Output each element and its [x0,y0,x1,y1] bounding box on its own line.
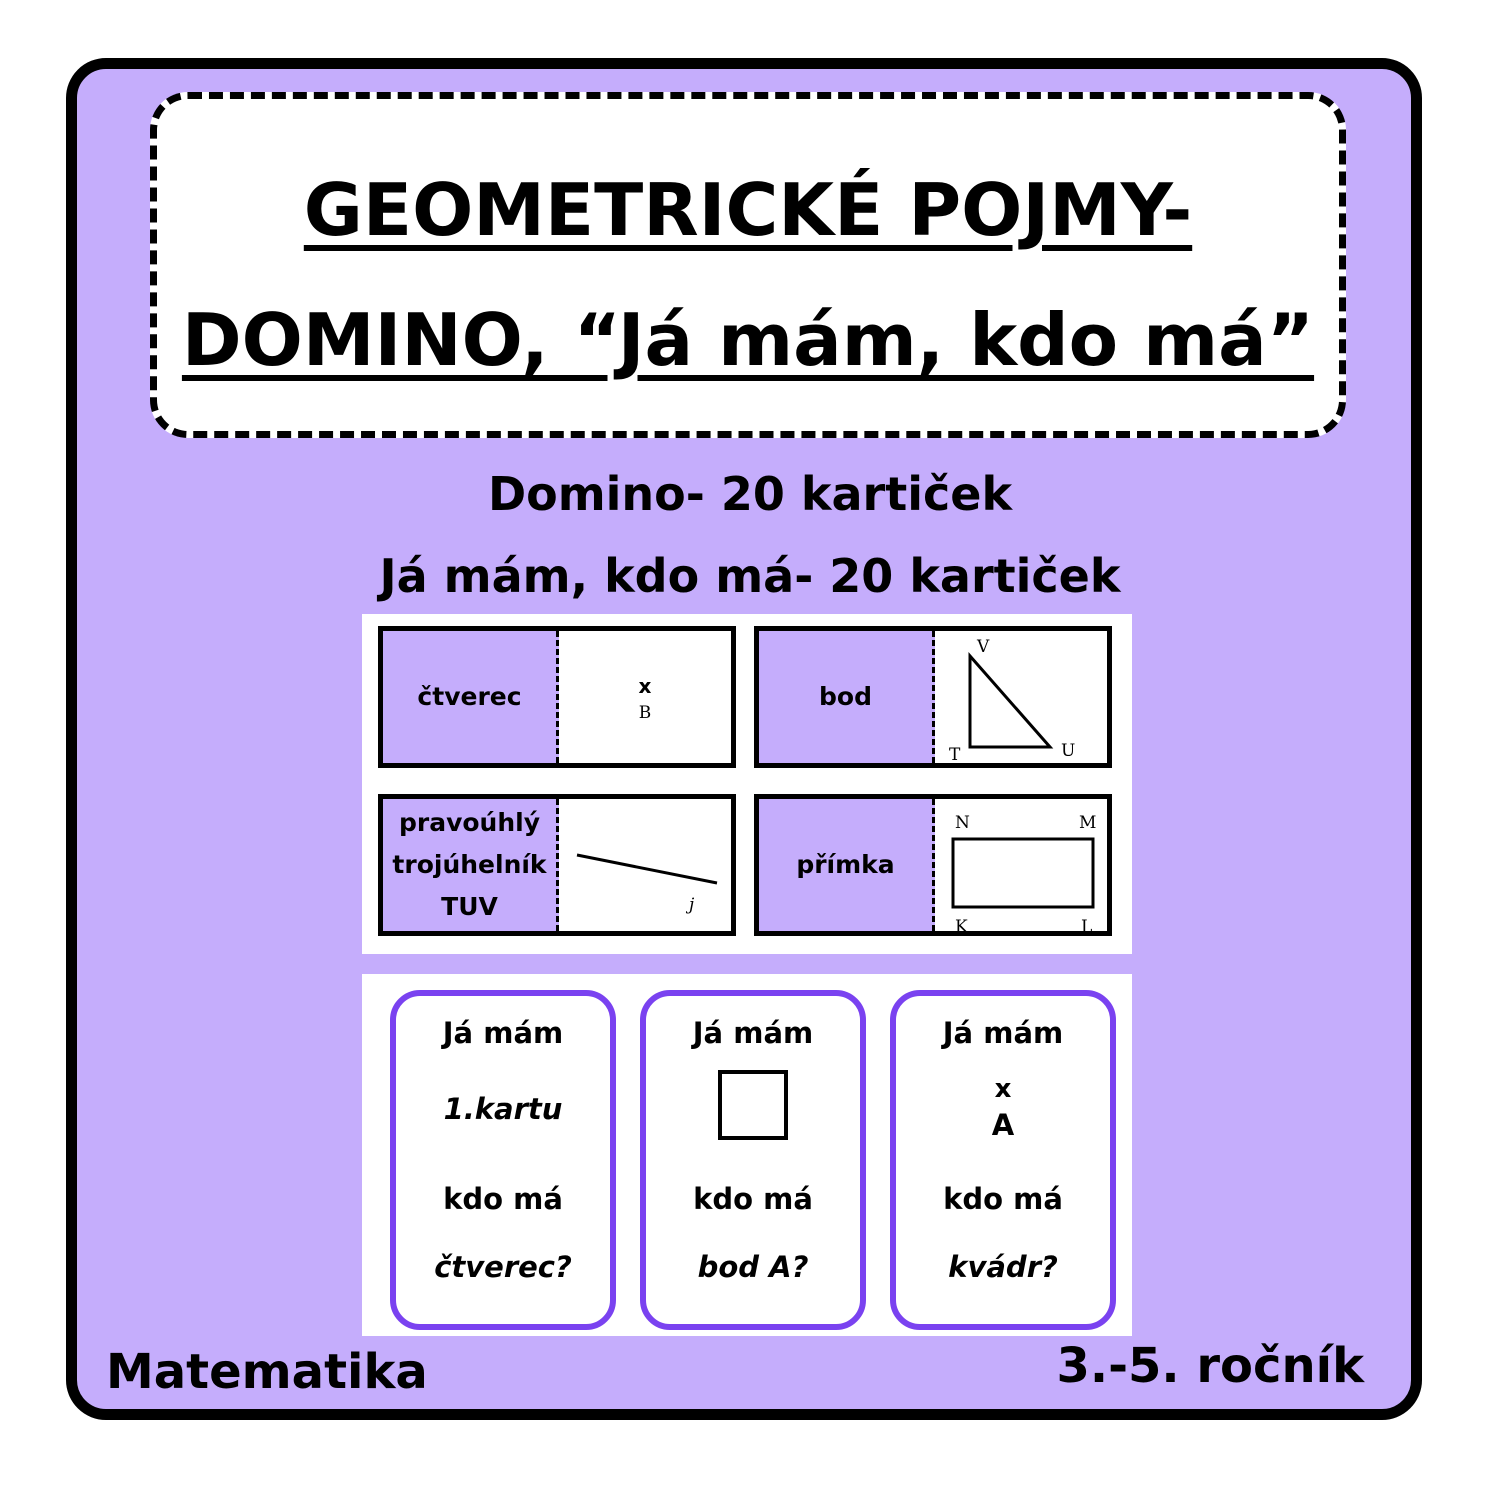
card-top: Já mám [692,1016,814,1050]
point-label: A [991,1108,1015,1142]
domino-card [378,626,736,768]
right-triangle-shape [935,631,1111,763]
footer-grade: 3.-5. ročník [1056,1338,1364,1394]
footer-subject: Matematika [106,1344,428,1400]
domino-picture-point [559,631,731,763]
title-line-2: DOMINO, “Já mám, kdo má” [181,298,1315,382]
card-ask: kdo má [943,1182,1063,1216]
point-mark: x [994,1074,1012,1104]
card-question: bod A? [697,1250,809,1284]
title-line-1: GEOMETRICKÉ POJMY- [303,168,1193,252]
domino-term-line: pravoúhlý [398,808,540,837]
point-mark: x [638,674,652,698]
card-ask: kdo má [693,1182,813,1216]
line-shape [559,799,735,931]
point-label: B [638,703,652,723]
domino-card [378,794,736,936]
vertex-label-t: T [949,745,961,765]
card-question: kvádr? [948,1250,1058,1284]
card-top: Já mám [442,1016,564,1050]
domino-card [754,794,1112,936]
subtitle-ja-mam: Já mám, kdo má- 20 kartiček [379,549,1121,603]
square-shape [718,1070,788,1140]
domino-card [754,626,1112,768]
line-label: j [689,895,695,915]
vertex-label-m: M [1079,813,1097,833]
ja-mam-card [640,990,866,1330]
domino-term: bod [759,631,935,763]
domino-term-line: trojúhelník [392,850,547,879]
card-question: čtverec? [434,1250,572,1284]
subtitle-domino: Domino- 20 kartiček [487,467,1013,521]
domino-term: čtverec [383,631,559,763]
domino-term-line: TUV [441,892,498,921]
card-item: 1.kartu [443,1092,563,1126]
vertex-label-u: U [1061,741,1076,761]
domino-term: přímka [759,799,935,931]
domino-picture-rectangle [935,799,1107,937]
domino-picture-triangle [935,631,1107,763]
domino-picture-line [559,799,731,931]
vertex-label-l: L [1081,917,1093,937]
ja-mam-card [890,990,1116,1330]
vertex-label-k: K [955,917,968,937]
card-top: Já mám [942,1016,1064,1050]
domino-term [383,799,559,931]
vertex-label-v: V [977,637,990,657]
ja-mam-card [390,990,616,1330]
title-box [150,92,1346,438]
card-ask: kdo má [443,1182,563,1216]
vertex-label-n: N [955,813,970,833]
